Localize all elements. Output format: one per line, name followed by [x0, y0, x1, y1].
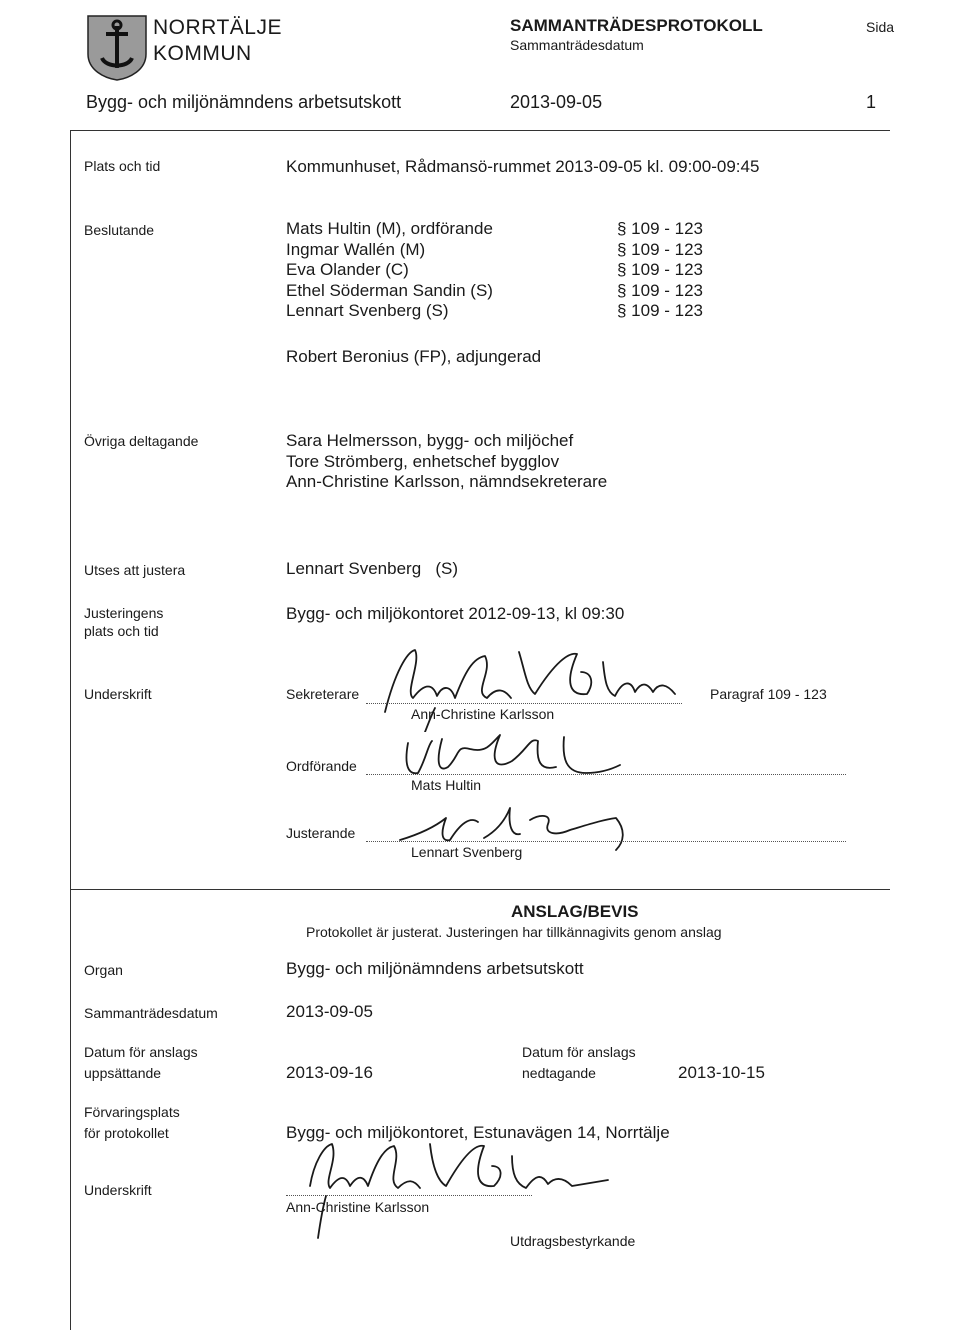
top-border	[70, 130, 890, 131]
other-participant: Sara Helmersson, bygg- och miljöchef	[286, 431, 574, 450]
deciding-name: Eva Olander (C)	[286, 260, 409, 279]
org-name-line1: NORRTÄLJE	[153, 16, 282, 39]
place-label: Plats och tid	[84, 158, 161, 174]
notice-subheading: Protokollet är justerat. Justeringen har tillkännagivits genom anslag	[306, 924, 722, 940]
meeting-date: 2013-09-05	[510, 92, 603, 112]
document-title: SAMMANTRÄDESPROTOKOLL	[510, 16, 763, 35]
adjuster-sign-label: Justerande	[286, 825, 356, 841]
signature-label: Underskrift	[84, 686, 152, 702]
adjust-place-value: Bygg- och miljökontoret 2012-09-13, kl 09:30	[286, 604, 625, 623]
deciding-paragraphs	[617, 219, 703, 322]
removed-date: 2013-10-15	[678, 1063, 765, 1082]
posted-label-1: Datum för anslags	[84, 1044, 198, 1060]
notice-heading: ANSLAG/BEVIS	[511, 902, 639, 921]
notice-separator	[70, 889, 890, 890]
deciding-name: Ingmar Wallén (M)	[286, 239, 426, 259]
deciding-label: Beslutande	[84, 222, 155, 238]
other-participant: Tore Strömberg, enhetschef bygglov	[286, 451, 560, 471]
others-label: Övriga deltagande	[84, 433, 199, 449]
storage-label-1: Förvaringsplats	[84, 1104, 180, 1120]
chair-label: Ordförande	[286, 758, 357, 774]
page-label: Sida	[866, 19, 895, 35]
removed-label-2: nedtagande	[522, 1065, 596, 1081]
chair-name: Mats Hultin	[411, 777, 482, 793]
adjuster-signature	[380, 790, 660, 860]
notice-signature-name: Ann-Christine Karlsson	[286, 1199, 430, 1215]
posted-date: 2013-09-16	[286, 1063, 373, 1082]
adjunct-member: Robert Beronius (FP), adjungerad	[286, 347, 542, 366]
adjuster-label: Utses att justera	[84, 562, 186, 578]
certified-label: Utdragsbestyrkande	[510, 1233, 636, 1249]
organ-label: Organ	[84, 962, 123, 978]
deciding-paragraph: § 109 - 123	[617, 260, 704, 279]
storage-value: Bygg- och miljökontoret, Estunavägen 14, Norrtälje	[286, 1123, 670, 1142]
storage-label-2: för protokollet	[84, 1125, 169, 1141]
others-list	[286, 431, 607, 493]
notice-signature	[280, 1100, 620, 1240]
secretary-label: Sekreterare	[286, 686, 360, 702]
committee-name: Bygg- och miljönämndens arbetsutskott	[86, 92, 402, 112]
other-participant: Ann-Christine Karlsson, nämndsekreterare	[286, 472, 608, 491]
left-border	[70, 130, 71, 1330]
adjust-place-label-2: plats och tid	[84, 623, 159, 639]
deciding-name: Ethel Söderman Sandin (S)	[286, 280, 493, 300]
organ-value: Bygg- och miljönämndens arbetsutskott	[286, 959, 584, 978]
deciding-paragraph: § 109 - 123	[617, 301, 704, 320]
chair-signature	[390, 715, 630, 785]
adjust-place-label-1: Justeringens	[84, 605, 164, 621]
deciding-name: Lennart Svenberg (S)	[286, 301, 449, 320]
page-number: 1	[866, 92, 877, 112]
removed-label-1: Datum för anslags	[522, 1044, 636, 1060]
municipality-coat-of-arms	[86, 14, 148, 82]
paragraph-reference: Paragraf 109 - 123	[710, 686, 827, 702]
deciding-paragraph: § 109 - 123	[617, 239, 704, 259]
adjuster-name: Lennart Svenberg	[411, 844, 523, 860]
notice-date-value: 2013-09-05	[286, 1002, 373, 1021]
notice-date-label: Sammanträdesdatum	[84, 1005, 218, 1021]
secretary-name: Ann-Christine Karlsson	[411, 706, 555, 722]
document-subtitle: Sammanträdesdatum	[510, 37, 644, 53]
place-value: Kommunhuset, Rådmansö-rummet 2013-09-05 kl. 09:00-09:45	[286, 157, 760, 176]
deciding-paragraph: § 109 - 123	[617, 219, 704, 238]
adjuster-value: Lennart Svenberg (S)	[286, 559, 458, 578]
posted-label-2: uppsättande	[84, 1065, 162, 1081]
notice-signature-label: Underskrift	[84, 1182, 152, 1198]
deciding-name: Mats Hultin (M), ordförande	[286, 219, 493, 238]
deciding-paragraph: § 109 - 123	[617, 280, 704, 300]
org-name-line2: KOMMUN	[153, 42, 252, 65]
deciding-names	[286, 219, 493, 322]
